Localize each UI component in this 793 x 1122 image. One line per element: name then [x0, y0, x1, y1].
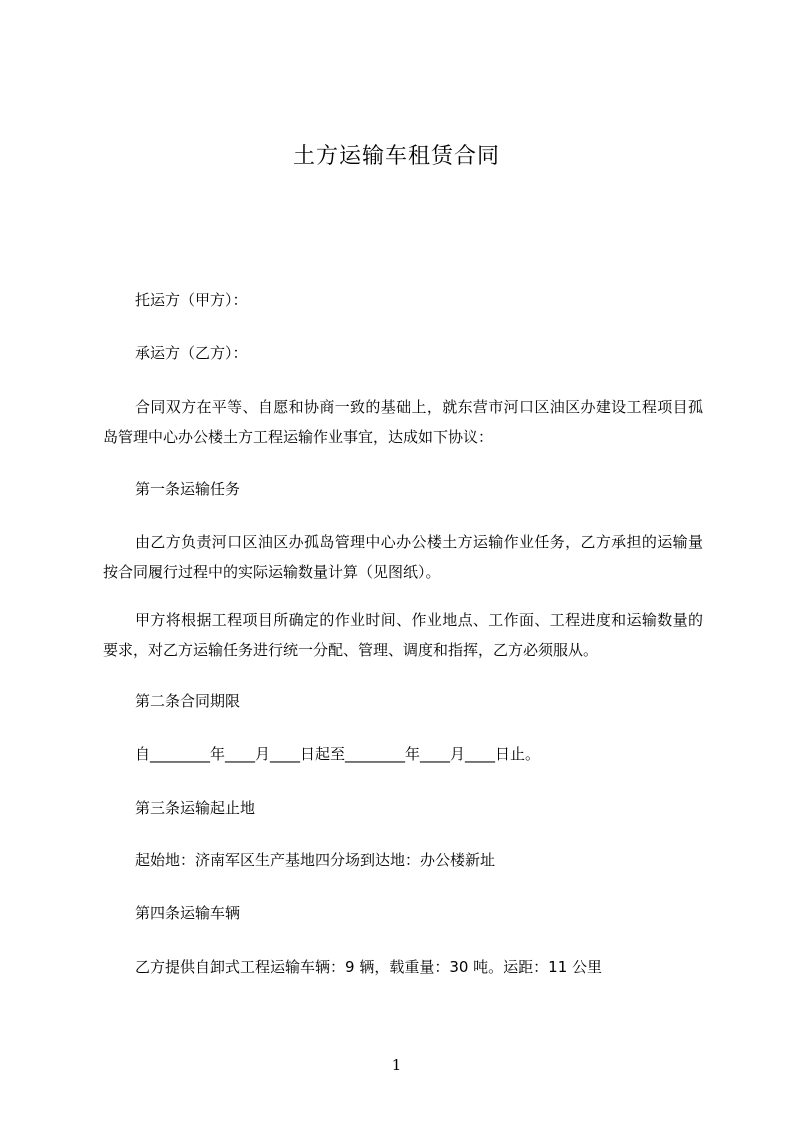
document-title: 土方运输车租赁合同 [292, 144, 500, 169]
page-number: 1 [391, 1056, 402, 1074]
party-b-line: 承运方（乙方）： [135, 344, 248, 362]
article-1-heading: 第一条运输任务 [135, 480, 241, 498]
party-a-line: 托运方（甲方）： [135, 291, 248, 309]
article-4-heading: 第四条运输车辆 [135, 904, 241, 922]
article-1-paragraph-2: 甲方将根据工程项目所确定的作业时间、作业地点、工作面、工程进度和运输数量的要求，对乙方运输任务进行统一分配、管理、调度和指挥，乙方必须服从。 [103, 611, 703, 659]
vehicle-line: 乙方提供自卸式工程运输车辆：9 辆，载重量：30 吨。运距：11 公里 [135, 958, 603, 976]
route-line: 起始地：济南军区生产基地四分场到达地：办公楼新址 [135, 851, 496, 869]
article-1-paragraph-1: 由乙方负责河口区油区办孤岛管理中心办公楼土方运输作业任务，乙方承担的运输量按合同履行过程中的实际运输数量计算（见图纸）。 [103, 533, 703, 581]
article-3-heading: 第三条运输起止地 [135, 799, 256, 817]
article-2-heading: 第二条合同期限 [135, 692, 241, 710]
preamble-paragraph: 合同双方在平等、自愿和协商一致的基础上，就东营市河口区油区办建设工程项目孤岛管理中心办公楼土方工程运输作业事宜，达成如下协议： [103, 398, 703, 446]
contract-term-line: 自________年____月____日起至________年____月____日止。 [135, 745, 541, 763]
